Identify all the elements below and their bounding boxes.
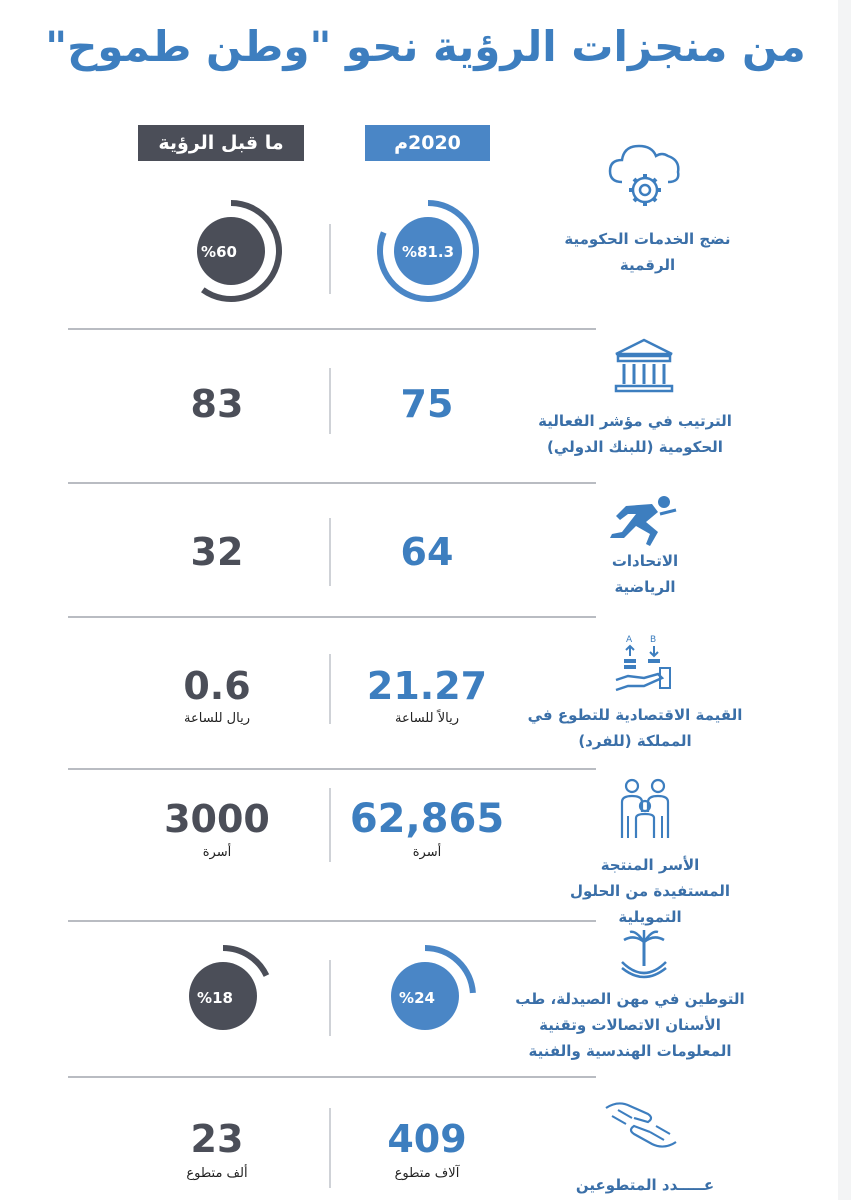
unit-before-families: أسرة — [202, 845, 232, 860]
value-before-volunteer-value: 0.6 — [183, 664, 251, 708]
column-divider — [329, 368, 331, 434]
value-now-effectiveness: 75 — [400, 382, 454, 426]
column-divider — [329, 1108, 331, 1188]
header-before-vision: ما قبل الرؤية — [138, 125, 304, 161]
runner-icon — [606, 492, 682, 552]
cloud-gear-icon — [606, 138, 684, 218]
column-divider — [329, 518, 331, 586]
right-edge-strip — [838, 0, 851, 1200]
unit-before-volunteers: ألف متطوع — [186, 1166, 248, 1181]
hand-coins-icon — [614, 632, 674, 702]
row-label-volunteer-value: القيمة الاقتصادية للتطوع في المملكة (للفرد) — [527, 706, 743, 750]
value-before-sports: 32 — [190, 530, 244, 574]
svg-text:A: A — [626, 635, 633, 645]
row-label-localization: التوطين في مهن الصيدلة، طب الأسنان الاتصالات وتقنية المعلومات الهندسية والفنية — [515, 990, 745, 1060]
value-before-families: 3000 — [164, 797, 270, 841]
ring-now-localization-value: %24 — [399, 989, 435, 1007]
column-divider — [329, 788, 331, 862]
unit-now-families: أسرة — [412, 845, 442, 860]
value-now-volunteer-value: 21.27 — [366, 664, 488, 708]
value-now-sports: 64 — [400, 530, 454, 574]
value-before-volunteers: 23 — [190, 1117, 244, 1161]
value-now-families: 62,865 — [349, 796, 505, 842]
row-label-volunteers: عـــــدد المتطوعين — [575, 1176, 715, 1194]
palm-swords-icon — [616, 928, 672, 988]
row-separator — [68, 482, 596, 484]
row-separator — [68, 768, 596, 770]
column-divider — [329, 224, 331, 294]
row-label-digital-services: نضج الخدمات الحكومية الرقمية — [564, 230, 731, 274]
row-separator — [68, 328, 596, 330]
row-label-sports: الاتحادات الرياضية — [611, 552, 679, 596]
unit-now-volunteer-value: ريالاً للساعة — [395, 711, 459, 726]
page-title: من منجزات الرؤية نحو "وطن طموح" — [45, 22, 806, 71]
row-label-families: الأسر المنتجة المستفيدة من الحلول التمويلية — [569, 856, 730, 926]
government-building-icon — [610, 336, 678, 402]
column-divider — [329, 654, 331, 724]
helping-hands-icon — [604, 1094, 678, 1158]
row-label-effectiveness: الترتيب في مؤشر الفعالية الحكومية (للبنك الدولي) — [538, 412, 732, 456]
unit-now-volunteers: آلاف متطوع — [394, 1166, 460, 1181]
row-separator — [68, 1076, 596, 1078]
row-separator — [68, 616, 596, 618]
ring-before-localization-value: %18 — [197, 989, 233, 1007]
ring-before-digital-value: %60 — [201, 243, 237, 261]
unit-before-volunteer-value: ريال للساعة — [184, 711, 250, 726]
ring-now-digital-value: %81.3 — [401, 243, 455, 261]
value-before-effectiveness: 83 — [190, 382, 244, 426]
column-divider — [329, 960, 331, 1036]
value-now-volunteers: 409 — [387, 1117, 467, 1161]
family-icon — [616, 776, 674, 846]
row-separator — [68, 920, 596, 922]
header-2020: 2020م — [365, 125, 490, 161]
svg-text:B: B — [650, 635, 657, 645]
